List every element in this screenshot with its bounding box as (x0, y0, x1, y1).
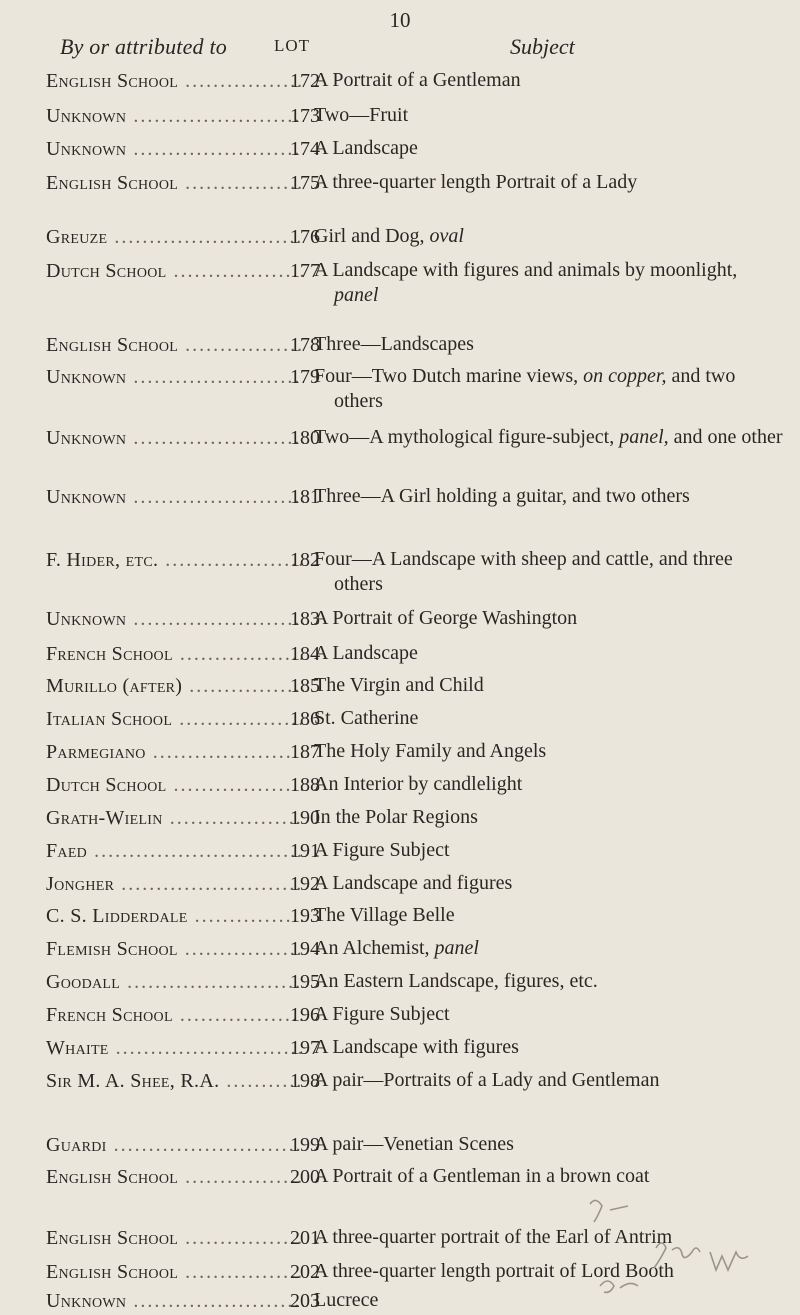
subject-text: A Figure Subject (314, 839, 450, 861)
artist-name: English School ..... (46, 1164, 304, 1190)
artist-name: French School ..... (46, 1002, 304, 1028)
artist-name: Unknown ..... (46, 425, 304, 451)
subject-text: A Landscape and figures (314, 872, 513, 894)
column-header-attributed: By or attributed to (60, 34, 227, 59)
subject-text: Girl and Dog, oval (314, 225, 464, 247)
subject-italic-note: on copper, (583, 365, 667, 387)
subject-text: A Portrait of a Gentleman (314, 69, 521, 91)
subject-text: The Virgin and Child (314, 674, 484, 696)
lot-number: 199 (290, 1134, 320, 1156)
lot-number: 193 (290, 905, 320, 927)
artist-name: Dutch School ..... (46, 258, 304, 284)
page-number: 10 (389, 8, 411, 32)
lot-number: 201 (290, 1227, 320, 1249)
subject-text: A Portrait of George Washington (314, 607, 578, 629)
artist-name: Dutch School ..... (46, 772, 304, 798)
subject-text: Three—A Girl holding a guitar, and two others (314, 485, 690, 507)
column-header-lot: LOT (274, 36, 311, 55)
subject-text: A three-quarter length Portrait of a Lady (314, 171, 638, 193)
artist-name: Unknown ..... (46, 1288, 304, 1314)
artist-name: Italian School ..... (46, 706, 304, 732)
lot-number: 178 (290, 334, 320, 356)
lot-number: 188 (290, 774, 320, 796)
subject-italic-note: panel (434, 937, 479, 959)
artist-name: Murillo (after) ..... (46, 673, 304, 699)
artist-name: Grath-Wielin ..... (46, 805, 304, 831)
artist-name: Greuze ..... (46, 224, 304, 250)
subject-text: St. Catherine (314, 707, 419, 729)
subject-text: A Landscape (314, 642, 418, 664)
pencil-annotation-icon (560, 1190, 790, 1310)
artist-name: Unknown ..... (46, 364, 304, 390)
lot-number: 182 (290, 549, 320, 571)
artist-name: C. S. Lidderdale ..... (46, 903, 304, 929)
lot-number: 183 (290, 608, 320, 630)
subject-text: A Landscape (314, 137, 418, 159)
artist-name: Guardi ..... (46, 1132, 304, 1158)
subject-text: A pair—Portraits of a Lady and Gentleman (314, 1069, 660, 1091)
artist-name: Jongher ..... (46, 871, 304, 897)
subject-text: An Interior by candlelight (314, 773, 523, 795)
artist-name: English School ..... (46, 1259, 304, 1285)
subject-text: In the Polar Regions (314, 806, 478, 828)
subject-text: A Landscape with figures and animals by moonlight, panel (314, 259, 738, 306)
lot-number: 175 (290, 172, 320, 194)
lot-number: 196 (290, 1004, 320, 1026)
lot-number: 197 (290, 1037, 320, 1059)
lot-number: 173 (290, 105, 320, 127)
artist-name: English School ..... (46, 332, 304, 358)
subject-text: A pair—Venetian Scenes (314, 1133, 514, 1155)
lot-number: 195 (290, 971, 320, 993)
subject-text: Four—A Landscape with sheep and cattle, and three others (314, 548, 733, 595)
subject-text: The Holy Family and Angels (314, 740, 547, 762)
lot-number: 200 (290, 1166, 320, 1188)
subject-text: A Landscape with figures (314, 1036, 519, 1058)
artist-name: English School ..... (46, 68, 304, 94)
artist-name: Sir M. A. Shee, R.A. ..... (46, 1068, 304, 1094)
column-header-subject: Subject (510, 34, 575, 59)
lot-number: 190 (290, 807, 320, 829)
artist-name: F. Hider, etc. ..... (46, 547, 304, 573)
lot-number: 202 (290, 1261, 320, 1283)
subject-text: A three-quarter portrait of the Earl of Antrim (314, 1226, 673, 1248)
subject-text: An Alchemist, panel (314, 937, 479, 959)
subject-text: Three—Landscapes (314, 333, 474, 355)
lot-number: 194 (290, 938, 320, 960)
subject-italic-note: panel, (619, 426, 669, 448)
lot-number: 192 (290, 873, 320, 895)
subject-italic-note: panel (334, 283, 379, 306)
lot-number: 187 (290, 741, 320, 763)
subject-italic-note: oval (429, 225, 464, 247)
artist-name: English School ..... (46, 170, 304, 196)
subject-text: Two—Fruit (314, 104, 409, 126)
lot-number: 179 (290, 366, 320, 388)
lot-number: 203 (290, 1290, 320, 1312)
lot-number: 177 (290, 260, 320, 282)
artist-name: Unknown ..... (46, 484, 304, 510)
artist-name: Parmegiano ..... (46, 739, 304, 765)
lot-number: 176 (290, 226, 320, 248)
artist-name: French School ..... (46, 641, 304, 667)
lot-number: 174 (290, 138, 320, 160)
subject-text: Four—Two Dutch marine views, on copper, and two others (314, 365, 736, 412)
lot-number: 191 (290, 840, 320, 862)
subject-text: Lucrece (314, 1289, 379, 1311)
artist-name: Flemish School ..... (46, 936, 304, 962)
artist-name: Unknown ..... (46, 103, 304, 129)
artist-name: Unknown ..... (46, 136, 304, 162)
lot-number: 185 (290, 675, 320, 697)
lot-number: 181 (290, 486, 320, 508)
lot-number: 186 (290, 708, 320, 730)
subject-text: An Eastern Landscape, figures, etc. (314, 970, 598, 992)
artist-name: Goodall ..... (46, 969, 304, 995)
artist-name: Whaite ..... (46, 1035, 304, 1061)
lot-number: 198 (290, 1070, 320, 1092)
lot-number: 172 (290, 70, 320, 92)
subject-text: A Figure Subject (314, 1003, 450, 1025)
artist-name: English School ..... (46, 1225, 304, 1251)
subject-text: Two—A mythological figure-subject, panel, and one other (314, 426, 783, 448)
subject-text: A Portrait of a Gentleman in a brown coat (314, 1165, 650, 1187)
subject-text: The Village Belle (314, 904, 455, 926)
subject-text: A three-quarter length portrait of Lord Booth (314, 1260, 674, 1282)
artist-name: Unknown ..... (46, 606, 304, 632)
lot-number: 180 (290, 427, 320, 449)
artist-name: Faed ..... (46, 838, 304, 864)
lot-number: 184 (290, 643, 320, 665)
